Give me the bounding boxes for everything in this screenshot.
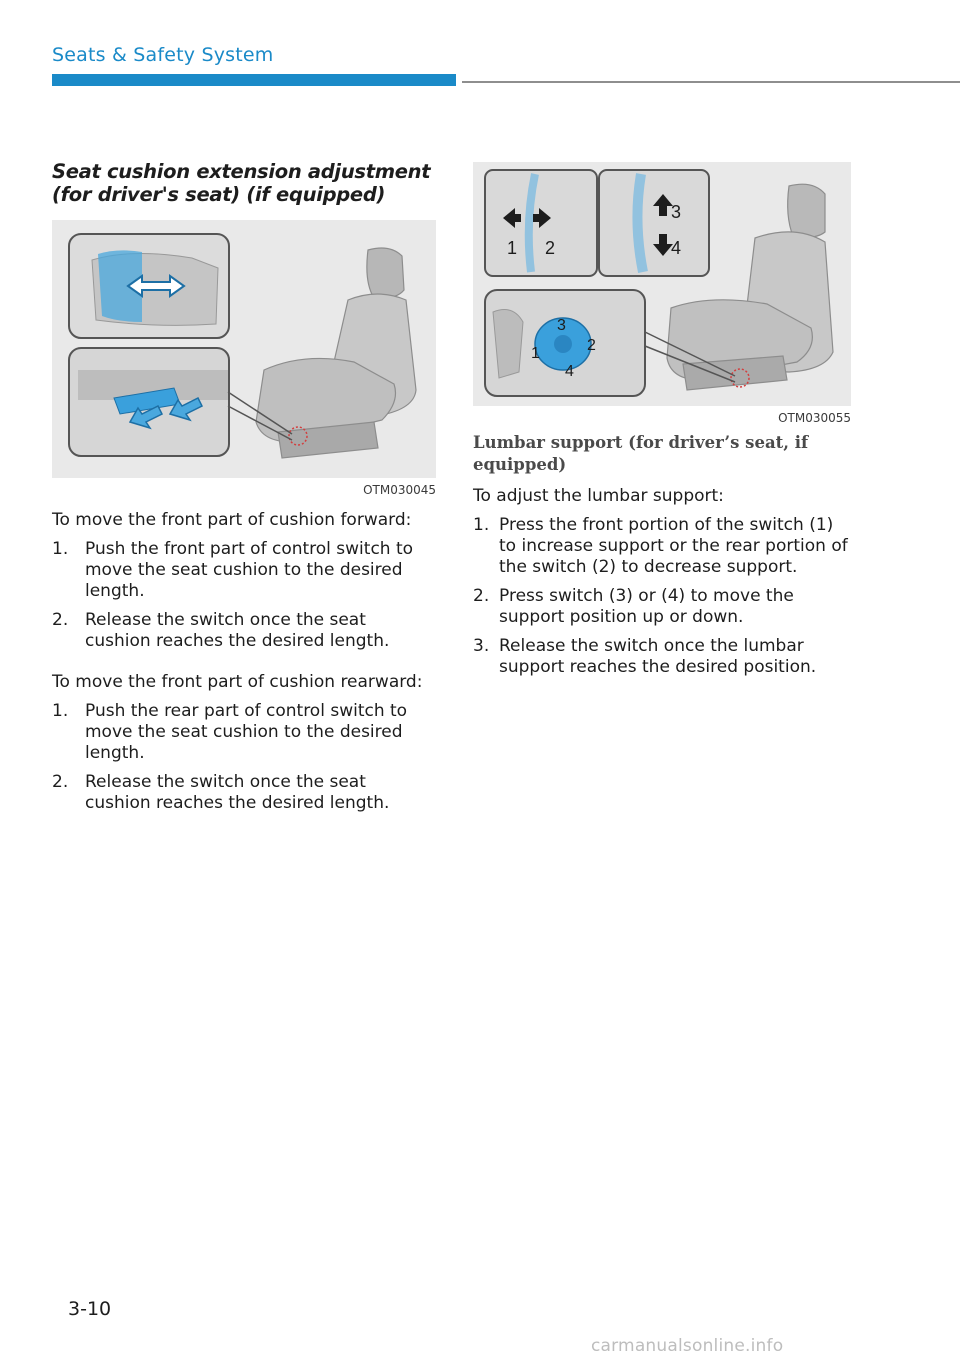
rearward-instructions	[52, 672, 436, 814]
rearward-intro: To move the front part of cushion rearward:	[52, 672, 423, 692]
list-item	[52, 701, 436, 764]
right-column	[473, 162, 851, 678]
rearward-steps	[52, 701, 436, 814]
lumbar-figure	[473, 162, 851, 426]
switch-label-4: 4	[565, 363, 574, 380]
lumbar-illustration	[473, 162, 851, 406]
step-text: Push the front part of control switch to move the seat cushion to the desired length.	[85, 539, 414, 601]
list-item	[52, 610, 436, 652]
header-rule	[462, 81, 960, 83]
section-title: Seats & Safety System	[52, 44, 274, 66]
callout-4: 4	[671, 238, 682, 258]
seat-cushion-illustration	[52, 220, 436, 478]
forward-steps	[52, 539, 436, 652]
step-text: Release the switch once the lumbar support reaches the desired position.	[499, 636, 817, 677]
figure-code: OTM030045	[363, 483, 436, 497]
step-text: Release the switch once the seat cushion reaches the desired length.	[85, 610, 390, 651]
lumbar-intro: To adjust the lumbar support:	[473, 486, 724, 506]
lumbar-heading: Lumbar support (for driver’s seat, if equipped)	[473, 433, 809, 474]
callout-2: 2	[545, 238, 556, 258]
switch-label-2: 2	[587, 337, 596, 354]
step-number: 2.	[473, 586, 490, 606]
callout-1: 1	[507, 238, 518, 258]
callout-3: 3	[671, 202, 682, 222]
step-number: 2.	[52, 772, 69, 792]
lumbar-switch-illustration	[473, 162, 851, 406]
cushion-extension-figure	[52, 220, 436, 498]
step-number: 1.	[473, 515, 490, 535]
left-column	[52, 160, 436, 814]
switch-label-3: 3	[557, 317, 566, 334]
step-text: Press the front portion of the switch (1) to increase support or the rear portion of the switch (2) to decrease support.	[499, 515, 848, 577]
cushion-extension-heading: Seat cushion extension adjustment (for driver's seat) (if equipped)	[52, 160, 431, 206]
step-number: 2.	[52, 610, 69, 630]
switch-label-1: 1	[531, 345, 540, 362]
list-item	[473, 515, 851, 578]
list-item	[52, 772, 436, 814]
lumbar-steps	[473, 515, 851, 678]
step-text: Press switch (3) or (4) to move the support position up or down.	[499, 586, 794, 627]
step-text: Push the rear part of control switch to move the seat cushion to the desired length.	[85, 701, 408, 763]
watermark: carmanualsonline.info	[591, 1336, 784, 1356]
step-number: 1.	[52, 539, 69, 559]
header-accent-bar	[52, 74, 456, 86]
forward-intro: To move the front part of cushion forward:	[52, 510, 412, 530]
list-item	[473, 636, 851, 678]
figure-code: OTM030055	[778, 411, 851, 425]
step-number: 3.	[473, 636, 490, 656]
page-number: 3-10	[68, 1298, 112, 1320]
step-text: Release the switch once the seat cushion reaches the desired length.	[85, 772, 390, 813]
forward-instructions	[52, 510, 436, 652]
cushion-extension-illustration	[52, 220, 436, 478]
list-item	[52, 539, 436, 602]
step-number: 1.	[52, 701, 69, 721]
list-item	[473, 586, 851, 628]
